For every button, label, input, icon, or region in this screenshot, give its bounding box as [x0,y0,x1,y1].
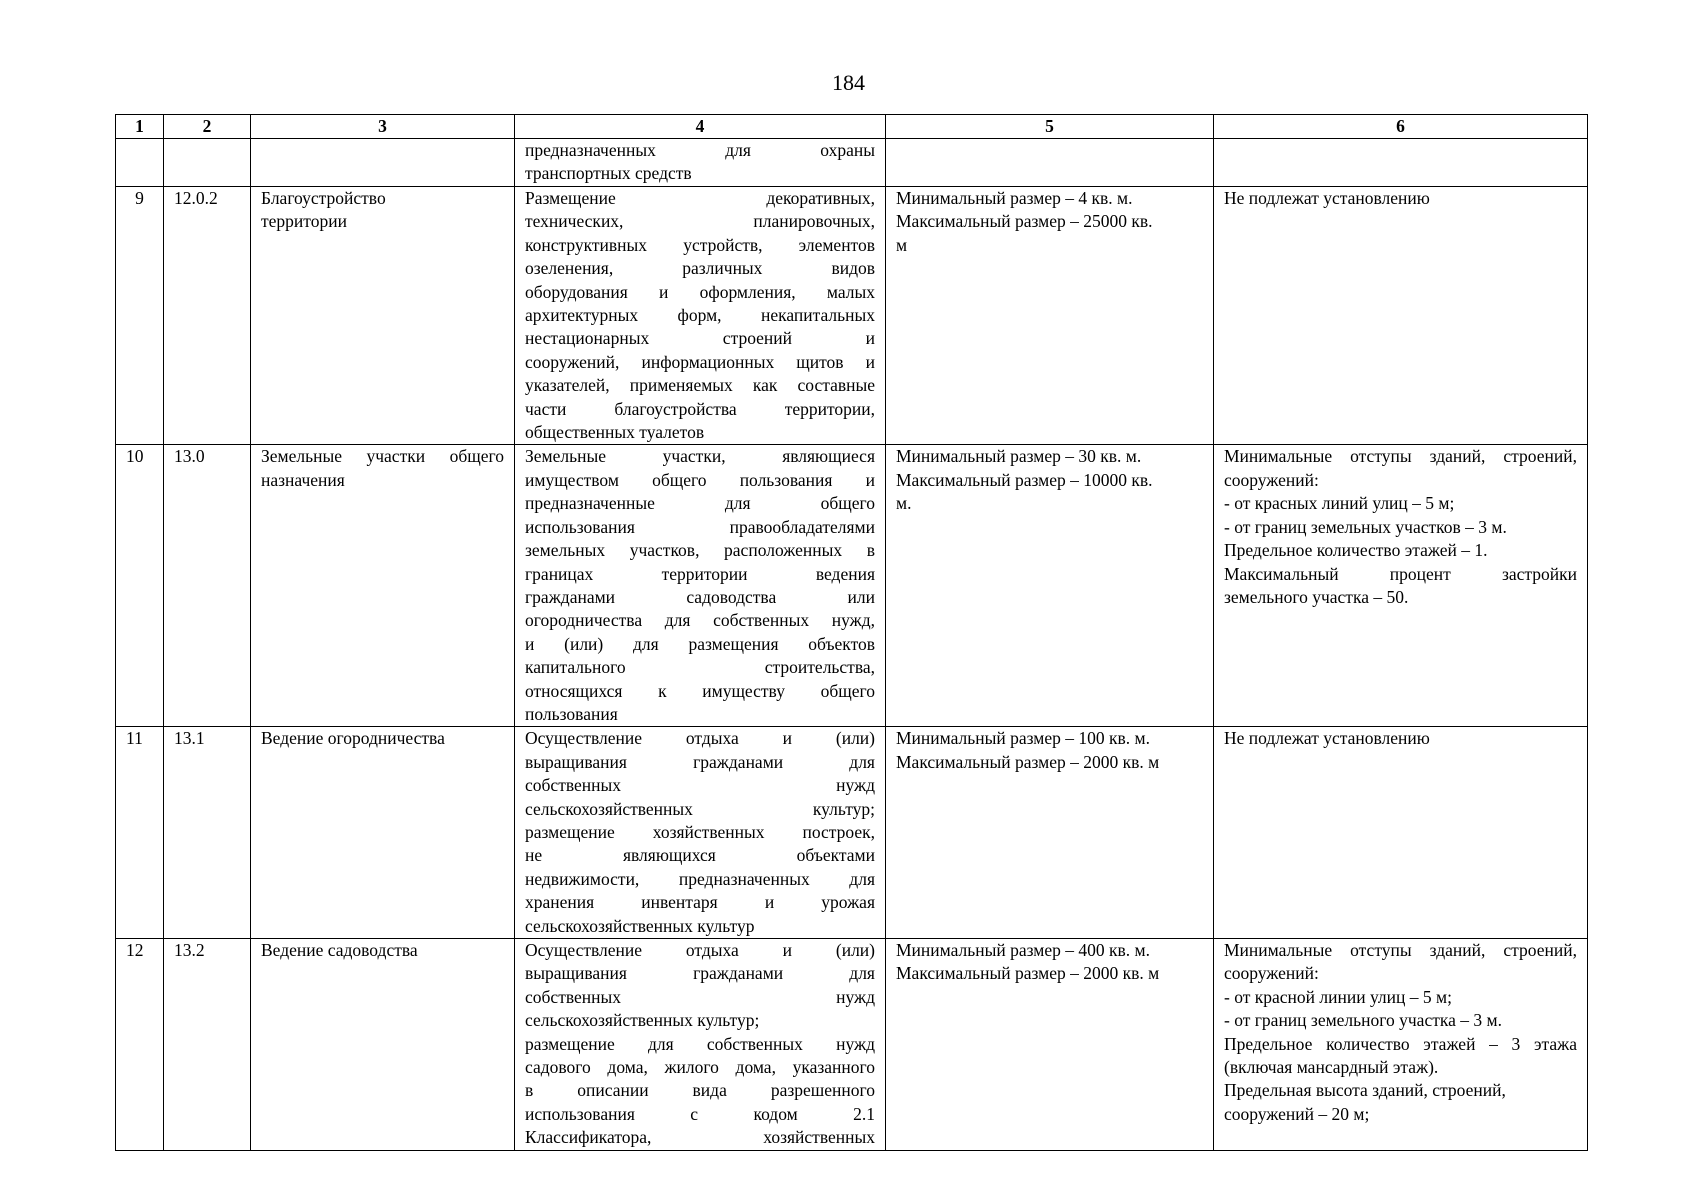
description-line: сооружений, информационных щитов и [525,351,875,372]
description-line: предназначенные для общего [525,493,875,514]
description-cell [515,939,886,1151]
description-line: Земельные участки, являющиеся [525,446,875,467]
description-line: размещение для собственных нужд [525,1033,875,1054]
description-line: использования с кодом 2.1 [525,1103,875,1124]
description-line: и (или) для размещения объектов [525,633,875,654]
classifier-code: 13.1 [174,728,205,749]
code-cell [164,445,251,727]
row-number-cell [116,445,164,727]
code-cell [164,939,251,1151]
description-line: собственных нужд [525,986,875,1007]
description-line: собственных нужд [525,775,875,796]
row-number: 11 [126,728,143,749]
plot-size-line: Максимальный размер – 2000 кв. м [896,751,1160,772]
plot-size-line: Минимальный размер – 400 кв. м. [896,940,1150,960]
description-line: сельскохозяйственных культур [525,915,755,936]
description-line: размещение хозяйственных построек, [525,821,875,842]
plot-size-cell [886,445,1214,727]
description-line: использования правообладателями [525,516,875,537]
use-name-cell [251,187,515,445]
column-number-row [116,115,1588,139]
description-line: Классификатора, хозяйственных [525,1127,875,1148]
parameters-line: Предельное количество этажей – 3 этажа [1224,1033,1577,1054]
parameters-line: Предельное количество этажей – 1. [1224,540,1488,561]
description-line: указателей, применяемых как составные [525,375,875,396]
plot-size-line: Минимальный размер – 30 кв. м. [896,446,1142,467]
description-line: общественных туалетов [525,422,705,443]
plot-size-cell [886,187,1214,445]
use-name-cell [251,139,515,187]
row-number: 10 [126,446,144,467]
parameters-line: - от красных линий улиц – 5 м; [1224,493,1455,514]
parameters-line: Не подлежат установлению [1224,188,1430,208]
description-line: капитального строительства, [525,657,875,678]
use-name-line: Ведение огородничества [261,728,445,749]
description-line: относящихся к имуществу общего [525,680,875,701]
parameters-line: - от границ земельных участков – 3 м. [1224,516,1507,537]
description-line: части благоустройства территории, [525,398,875,419]
description-line: оборудования и оформления, малых [525,281,875,302]
use-name-line: Земельные участки общего [261,446,504,467]
page-number: 184 [832,70,865,95]
use-name-line: назначения [261,469,345,490]
classifier-code: 13.0 [174,446,205,467]
plot-size-line: м. [896,493,912,514]
parameters-line: сооружений – 20 м; [1224,1103,1370,1124]
row-number-cell [116,187,164,445]
classifier-code: 12.0.2 [174,188,218,208]
row-number-cell [116,939,164,1151]
description-line: выращивания гражданами для [525,751,875,772]
description-cell [515,187,886,445]
row-number: 12 [126,940,144,960]
table-row [116,445,1588,727]
plot-size-line: Минимальный размер – 4 кв. м. [896,188,1133,208]
description-line: пользования [525,703,618,724]
description-line: нестационарных строений и [525,328,875,349]
description-cell [515,727,886,939]
classifier-code: 13.2 [174,940,205,960]
column-number: 6 [1214,115,1588,139]
description-line: недвижимости, предназначенных для [525,868,875,889]
plot-size-line: м [896,234,908,255]
code-cell [164,727,251,939]
description-line: Осуществление отдыха и (или) [525,940,875,960]
description-line: сельскохозяйственных культур; [525,798,875,819]
table-row [116,139,1588,187]
parameters-line: (включая мансардный этаж). [1224,1057,1439,1078]
description-line: транспортных средств [525,163,692,184]
use-name-line: Благоустройство [261,188,386,208]
column-number: 3 [251,115,515,139]
description-line: сельскохозяйственных культур; [525,1010,760,1031]
parameters-cell [1214,727,1588,939]
column-number: 4 [515,115,886,139]
column-number: 5 [886,115,1214,139]
description-line: архитектурных форм, некапитальных [525,305,875,326]
plot-size-line: Максимальный размер – 2000 кв. м [896,963,1160,984]
parameters-line: сооружений: [1224,963,1319,984]
description-line: имуществом общего пользования и [525,469,875,490]
parameters-line: Не подлежат установлению [1224,728,1430,749]
description-line: огородничества для собственных нужд, [525,610,875,631]
parameters-line: Минимальные отступы зданий, строений, [1224,446,1577,467]
description-line: предназначенных для охраны [525,140,875,160]
description-line: Размещение декоративных, [525,188,875,208]
parameters-line: - от границ земельного участка – 3 м. [1224,1010,1502,1031]
parameters-line: земельного участка – 50. [1224,586,1409,607]
table-row [116,727,1588,939]
parameters-line: Максимальный процент застройки [1224,563,1577,584]
parameters-cell [1214,939,1588,1151]
column-number: 2 [164,115,251,139]
plot-size-cell [886,939,1214,1151]
row-number: 9 [135,188,144,208]
plot-size-line: Минимальный размер – 100 кв. м. [896,728,1150,749]
description-line: технических, планировочных, [525,211,875,232]
land-use-table [115,114,1588,1151]
description-line: гражданами садоводства или [525,586,875,607]
description-line: земельных участков, расположенных в [525,540,875,561]
plot-size-line: Максимальный размер – 10000 кв. [896,469,1153,490]
description-line: не являющихся объектами [525,845,875,866]
column-number: 1 [116,115,164,139]
row-number-cell [116,139,164,187]
parameters-line: сооружений: [1224,469,1319,490]
plot-size-line: Максимальный размер – 25000 кв. [896,211,1153,232]
description-line: озеленения, различных видов [525,258,875,279]
use-name-line: Ведение садоводства [261,940,418,960]
table-row [116,187,1588,445]
code-cell [164,187,251,445]
use-name-cell [251,445,515,727]
parameters-line: Минимальные отступы зданий, строений, [1224,940,1577,960]
parameters-cell [1214,445,1588,727]
description-line: в описании вида разрешенного [525,1080,875,1101]
description-cell [515,139,886,187]
use-name-cell [251,727,515,939]
description-line: Осуществление отдыха и (или) [525,728,875,749]
plot-size-cell [886,727,1214,939]
table-body [116,139,1588,1151]
parameters-line: Предельная высота зданий, строений, [1224,1080,1506,1101]
code-cell [164,139,251,187]
row-number-cell [116,727,164,939]
description-line: границах территории ведения [525,563,875,584]
parameters-cell [1214,187,1588,445]
use-name-cell [251,939,515,1151]
plot-size-cell [886,139,1214,187]
table-row [116,939,1588,1151]
description-cell [515,445,886,727]
description-line: хранения инвентаря и урожая [525,892,875,913]
description-line: конструктивных устройств, элементов [525,234,875,255]
use-name-line: территории [261,211,347,232]
parameters-cell [1214,139,1588,187]
description-line: садового дома, жилого дома, указанного [525,1057,875,1078]
parameters-line: - от красной линии улиц – 5 м; [1224,986,1452,1007]
description-line: выращивания гражданами для [525,963,875,984]
